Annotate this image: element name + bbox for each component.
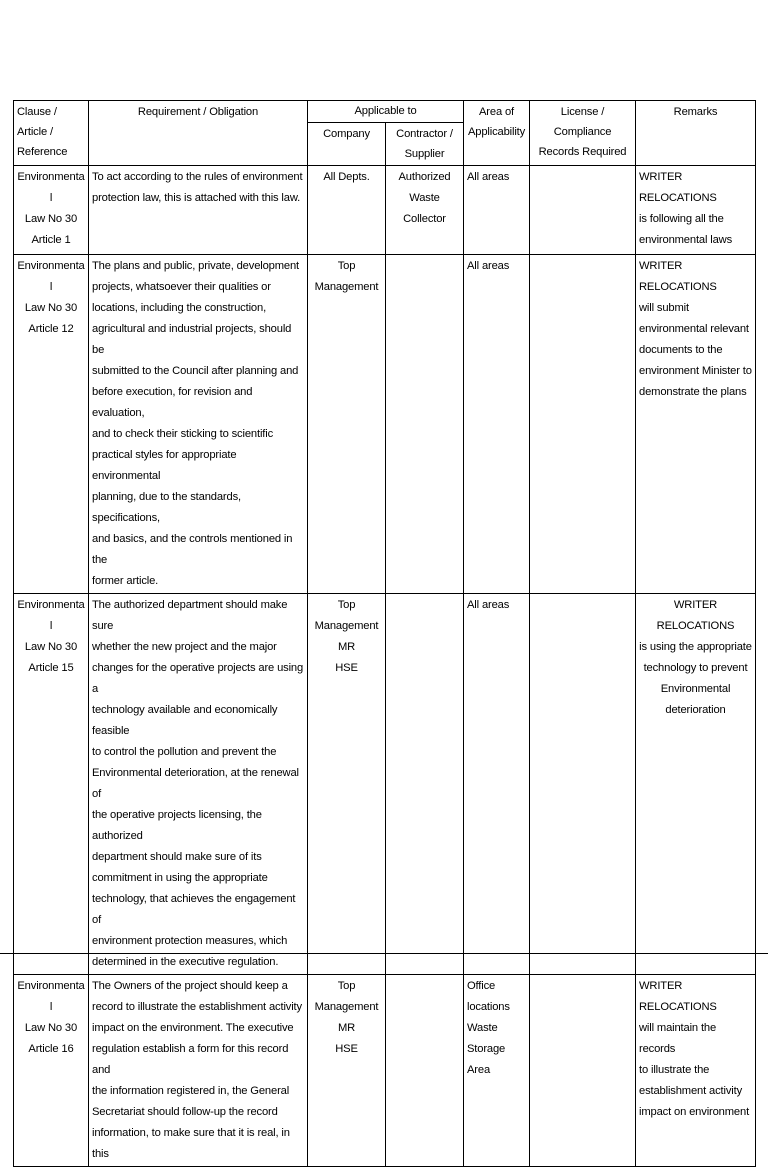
remarks-cell — [636, 975, 756, 1167]
cell-line: record to illustrate the establishment activity — [92, 1001, 302, 1013]
requirement-cell — [89, 975, 308, 1167]
contractor-cell — [386, 975, 464, 1167]
cell-line: department should make sure of its — [92, 851, 262, 863]
header-company: Company — [308, 123, 386, 166]
cell-line: submitted to the Council after planning and — [92, 365, 299, 377]
license-cell — [530, 975, 636, 1167]
cell-line: projects, whatsoever their qualities or — [92, 281, 271, 293]
cell-line: determined in the executive regulation. — [92, 956, 279, 968]
requirement-cell — [89, 166, 308, 255]
table-row — [14, 255, 756, 594]
company-cell — [308, 166, 386, 255]
cell-line: impact on the environment. The executive — [92, 1022, 294, 1034]
cell-line: and to check their sticking to scientific — [92, 428, 274, 440]
cell-line: Environmental — [17, 171, 85, 204]
table-row — [14, 166, 756, 255]
cell-line: regulation establish a form for this record and — [92, 1043, 289, 1076]
header-requirement: Requirement / Obligation — [89, 101, 308, 166]
cell-line: Authorized — [398, 171, 451, 183]
cell-line: MR — [337, 1022, 356, 1034]
cell-line: locations, including the construction, — [92, 302, 267, 314]
cell-line: All Depts. — [323, 171, 370, 183]
cell-line: Law No 30 — [24, 302, 78, 314]
cell-line: is following all the — [639, 213, 724, 225]
cell-line: the operative projects licensing, the authorized — [92, 809, 262, 842]
cell-line: Article 16 — [28, 1043, 74, 1055]
cell-line: planning, due to the standards, specifications, — [92, 491, 241, 524]
cell-line: to illustrate the — [639, 1064, 710, 1076]
cell-line: HSE — [335, 662, 358, 674]
cell-line: to control the pollution and prevent the — [92, 746, 277, 758]
company-cell — [308, 975, 386, 1167]
compliance-register-table — [13, 100, 756, 1167]
clause-cell — [14, 166, 89, 255]
company-cell — [308, 255, 386, 594]
area-cell — [464, 594, 530, 975]
cell-line: agricultural and industrial projects, should be — [92, 323, 292, 356]
area-cell — [464, 975, 530, 1167]
requirement-cell — [89, 594, 308, 975]
cell-line: Applicability — [467, 126, 526, 138]
cell-line: Management — [314, 281, 379, 293]
cell-line: Waste — [467, 1022, 498, 1034]
cell-line: HSE — [335, 1043, 358, 1055]
clause-cell — [14, 975, 89, 1167]
header-contractor — [386, 123, 464, 166]
cell-line: Reference — [17, 146, 68, 158]
license-cell — [530, 255, 636, 594]
cell-line: Management — [314, 620, 379, 632]
cell-line: changes for the operative projects are using a — [92, 662, 304, 695]
cell-line: Secretariat should follow-up the record — [92, 1106, 278, 1118]
cell-line: Management — [314, 1001, 379, 1013]
remarks-cell — [636, 594, 756, 975]
cell-line: Law No 30 — [24, 1022, 78, 1034]
cell-line: environmental relevant — [639, 323, 749, 335]
cell-line: All areas — [467, 599, 510, 611]
cell-line: will submit — [639, 302, 689, 314]
cell-line: Law No 30 — [24, 641, 78, 653]
remarks-cell — [636, 166, 756, 255]
header-remarks: Remarks — [636, 101, 756, 166]
header-applicable-to: Applicable to — [308, 101, 464, 123]
cell-line: All areas — [467, 260, 510, 272]
cell-line: The plans and public, private, development — [92, 260, 300, 272]
cell-line: Environmental — [17, 260, 85, 293]
cell-line: Law No 30 — [24, 213, 78, 225]
cell-line: technology, that achieves the engagement of — [92, 893, 296, 926]
remarks-cell — [636, 255, 756, 594]
cell-line: All areas — [467, 171, 510, 183]
requirement-cell — [89, 255, 308, 594]
header-area — [464, 101, 530, 166]
cell-line: Waste — [409, 192, 440, 204]
cell-line: Office — [467, 980, 496, 992]
cell-line: demonstrate the plans — [639, 386, 747, 398]
cell-line: To act according to the rules of environment — [92, 171, 303, 183]
cell-line: whether the new project and the major — [92, 641, 277, 653]
cell-line: and basics, and the controls mentioned in the — [92, 533, 293, 566]
cell-line: establishment activity — [639, 1085, 743, 1097]
cell-line: Article / — [17, 126, 53, 138]
cell-line: before execution, for revision and evaluation, — [92, 386, 253, 419]
cell-line: locations — [467, 1001, 510, 1013]
cell-line: WRITER RELOCATIONS — [639, 171, 717, 204]
cell-line: Article 12 — [28, 323, 74, 335]
cell-line: information, to make sure that it is real, in this — [92, 1127, 290, 1160]
cell-line: Area — [467, 1064, 491, 1076]
cell-line: WRITER RELOCATIONS — [639, 980, 717, 1013]
cell-line: Collector — [403, 213, 446, 225]
cell-line: The authorized department should make sure — [92, 599, 288, 632]
cell-line: Article 15 — [28, 662, 74, 674]
cell-line: The Owners of the project should keep a — [92, 980, 288, 992]
cell-line: Article 1 — [31, 234, 71, 246]
cell-line: Supplier — [404, 148, 445, 160]
cell-line: Top — [337, 599, 356, 611]
cell-line: Storage — [467, 1043, 506, 1055]
cell-line: the information registered in, the General — [92, 1085, 290, 1097]
license-cell — [530, 166, 636, 255]
table-row — [14, 975, 756, 1167]
contractor-cell — [386, 594, 464, 975]
page-bottom-rule — [0, 953, 768, 954]
header-clause — [14, 101, 89, 166]
cell-line: WRITER RELOCATIONS — [656, 599, 735, 632]
cell-line: MR — [337, 641, 356, 653]
contractor-cell — [386, 255, 464, 594]
cell-line: will maintain the records — [639, 1022, 717, 1055]
cell-line: environmental laws — [639, 234, 733, 246]
clause-cell — [14, 594, 89, 975]
cell-line: documents to the — [639, 344, 723, 356]
cell-line: WRITER RELOCATIONS — [639, 260, 717, 293]
cell-line: protection law, this is attached with this law. — [92, 192, 301, 204]
cell-line: Records Required — [538, 146, 627, 158]
area-cell — [464, 166, 530, 255]
cell-line: Top — [337, 260, 356, 272]
cell-line: License / Compliance — [553, 106, 612, 138]
cell-line: Environmental — [17, 980, 85, 1013]
cell-line: Environmental — [17, 599, 85, 632]
cell-line: is using the appropriate — [639, 641, 752, 653]
cell-line: environment protection measures, which — [92, 935, 288, 947]
cell-line: Environmental deterioration, at the renewal of — [92, 767, 299, 800]
header-license — [530, 101, 636, 166]
cell-line: Top — [337, 980, 356, 992]
cell-line: Clause / — [17, 106, 57, 118]
cell-line: Contractor / — [396, 128, 453, 140]
cell-line: impact on environment — [639, 1106, 750, 1118]
cell-line: technology to prevent — [643, 662, 748, 674]
cell-line: practical styles for appropriate environmental — [92, 449, 237, 482]
cell-line: deterioration — [665, 704, 726, 716]
clause-cell — [14, 255, 89, 594]
area-cell — [464, 255, 530, 594]
cell-line: Area of — [478, 106, 515, 118]
license-cell — [530, 594, 636, 975]
cell-line: Environmental — [660, 683, 731, 695]
cell-line: commitment in using the appropriate — [92, 872, 268, 884]
cell-line: environment Minister to — [639, 365, 752, 377]
contractor-cell — [386, 166, 464, 255]
table-row — [14, 594, 756, 975]
cell-line: technology available and economically feasible — [92, 704, 278, 737]
company-cell — [308, 594, 386, 975]
cell-line: former article. — [92, 575, 159, 587]
